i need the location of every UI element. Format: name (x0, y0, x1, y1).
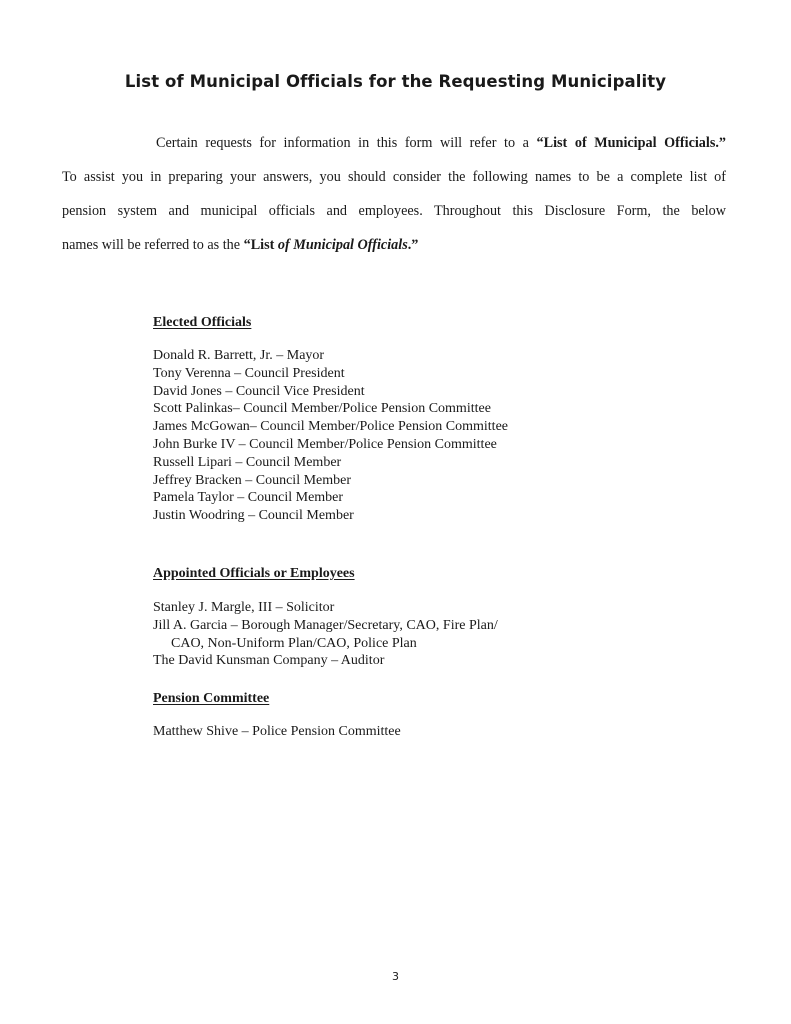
list-item: The David Kunsman Company – Auditor (153, 653, 385, 669)
list-item: Jeffrey Bracken – Council Member (153, 472, 352, 488)
elected-officials-section (153, 314, 508, 525)
pension-committee-heading: Pension Committee (153, 691, 270, 706)
list-item-continuation: CAO, Non-Uniform Plan/CAO, Police Plan (171, 635, 417, 651)
intro-line-4-bold-end: .” (407, 237, 419, 253)
list-item: Pamela Taylor – Council Member (153, 490, 344, 506)
list-item: Matthew Shive – Police Pension Committee (153, 724, 401, 739)
list-item: Russell Lipari – Council Member (153, 454, 342, 470)
list-item: Stanley J. Margle, III – Solicitor (153, 600, 335, 615)
page-number: 3 (392, 970, 399, 983)
list-item: Donald R. Barrett, Jr. – Mayor (153, 348, 325, 363)
intro-line-1 (62, 126, 726, 160)
elected-officials-heading: Elected Officials (153, 315, 252, 330)
intro-line-4-text: names will be referred to as the (62, 237, 244, 253)
list-item: James McGowan– Council Member/Police Pension Committee (153, 419, 509, 435)
intro-line-1-text: Certain requests for information in this form will refer to a (156, 135, 537, 151)
intro-line-4-italic-b: Municipal Officials (289, 237, 408, 253)
page-title: List of Municipal Officials for the Requesting Municipality (124, 72, 667, 91)
intro-line-4-bold (244, 237, 419, 253)
list-item: Scott Palinkas– Council Member/Police Pension Committee (153, 401, 491, 417)
list-item: Justin Woodring – Council Member (153, 508, 354, 524)
appointed-officials-list (153, 599, 498, 670)
list-item: Tony Verenna – Council President (153, 365, 345, 381)
intro-line-1-bold: “List of Municipal Officials.” (536, 135, 726, 151)
appointed-officials-section (153, 565, 498, 670)
list-item: John Burke IV – Council Member/Police Pension Committee (153, 436, 497, 452)
elected-officials-list (153, 347, 508, 525)
list-item: David Jones – Council Vice President (153, 383, 365, 399)
intro-paragraph (62, 126, 726, 262)
pension-committee-list (153, 723, 401, 741)
intro-line-4-bold-a: “List (243, 237, 278, 253)
intro-line-4-italic-of: of (277, 237, 290, 253)
intro-line-3: pension system and municipal officials and employees. Throughout this Disclosure Form, the below (62, 203, 726, 219)
pension-committee-section (153, 690, 401, 741)
intro-line-4 (62, 228, 726, 262)
appointed-officials-heading: Appointed Officials or Employees (153, 566, 355, 581)
list-item: Jill A. Garcia – Borough Manager/Secretary, CAO, Fire Plan/ (153, 617, 498, 633)
intro-line-2: To assist you in preparing your answers, you should consider the following names to be a complete list of (62, 169, 726, 185)
